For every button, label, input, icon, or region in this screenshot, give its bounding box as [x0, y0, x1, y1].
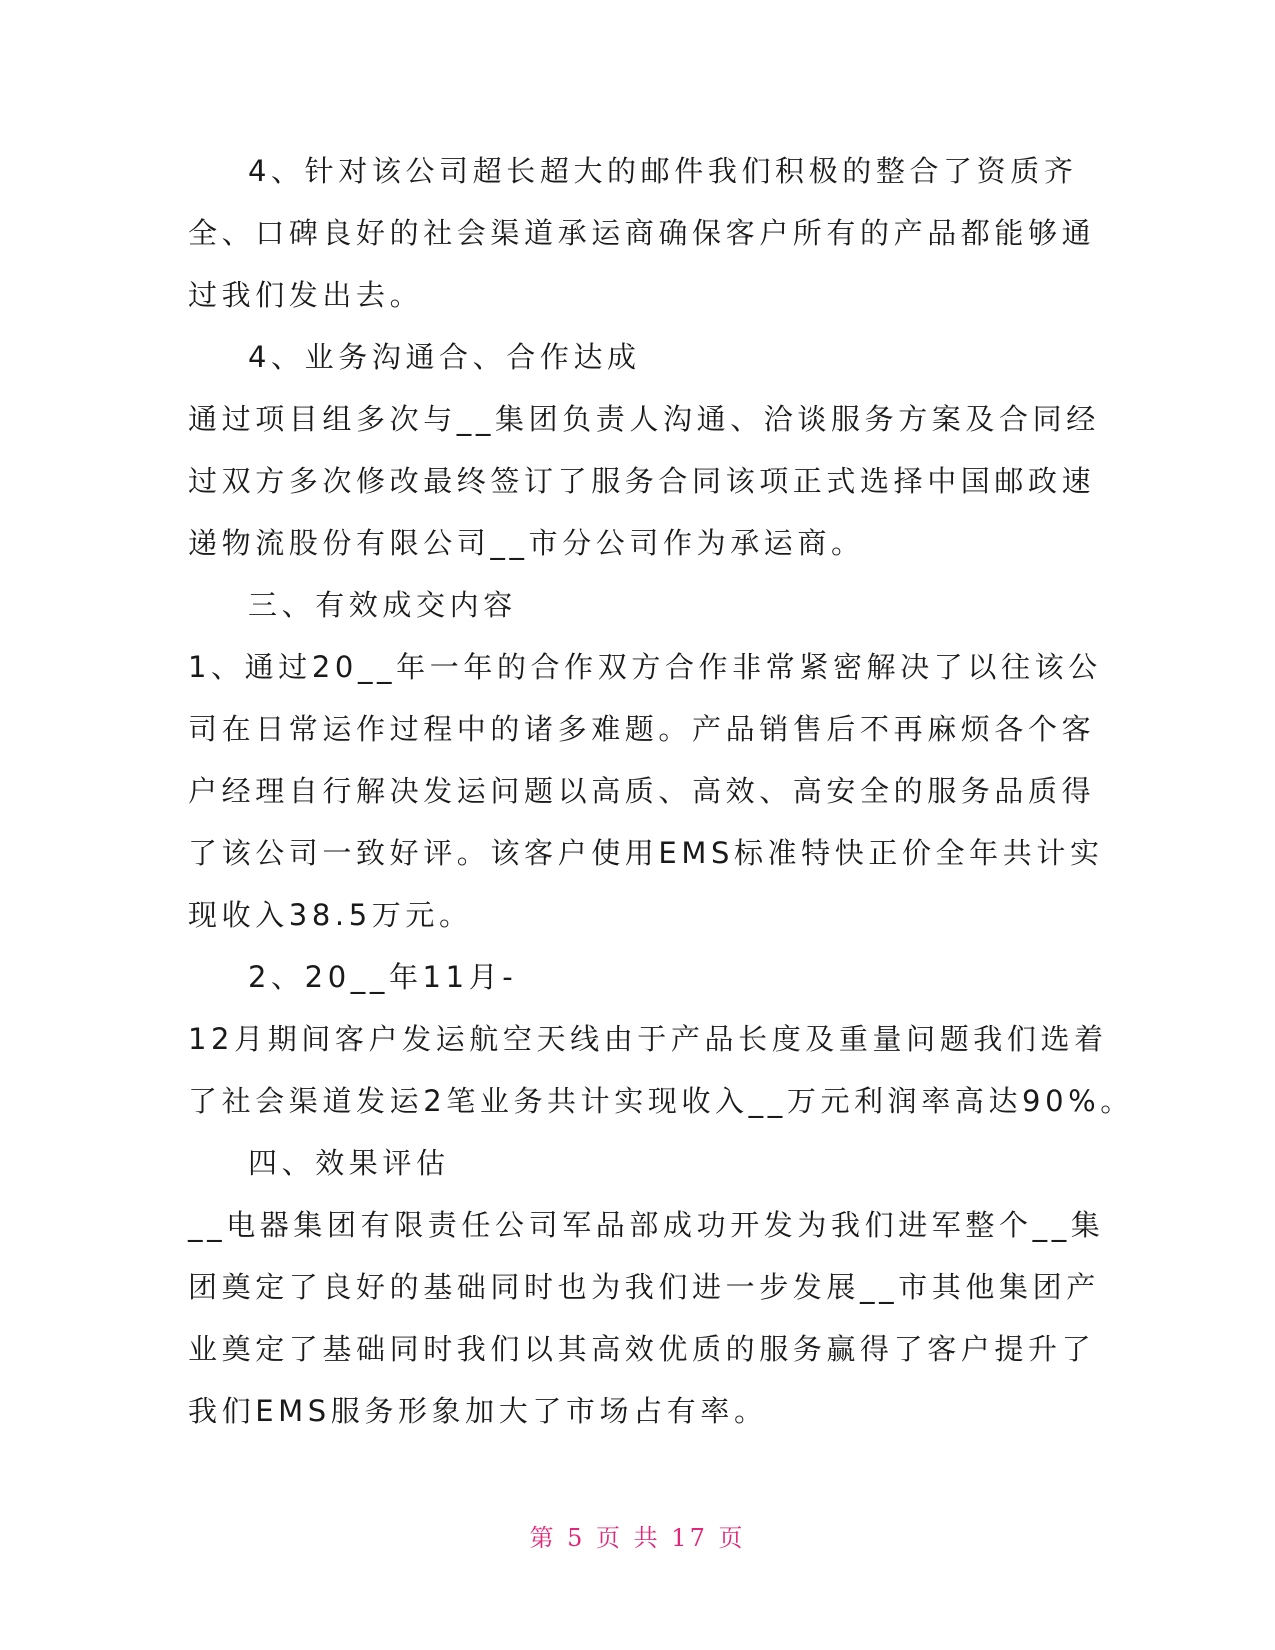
section-heading: 4、业务沟通合、合作达成: [248, 340, 641, 374]
paragraph-line: 我们EMS服务形象加大了市场占有率。: [188, 1394, 768, 1428]
paragraph-line: 司在日常运作过程中的诸多难题。产品销售后不再麻烦各个客: [188, 712, 1096, 746]
paragraph-line: 户经理自行解决发运问题以高质、高效、高安全的服务品质得: [188, 774, 1096, 808]
paragraph-line: 1、通过20__年一年的合作双方合作非常紧密解决了以往该公: [188, 650, 1102, 684]
paragraph-line: 2、20__年11月-: [248, 960, 518, 994]
section-heading: 四、效果评估: [248, 1146, 450, 1180]
paragraph-line: 4、针对该公司超长超大的邮件我们积极的整合了资质齐: [248, 154, 1078, 188]
paragraph-line: 了该公司一致好评。该客户使用EMS标准特快正价全年共计实: [188, 836, 1104, 870]
paragraph-line: 全、口碑良好的社会渠道承运商确保客户所有的产品都能够通: [188, 216, 1096, 250]
paragraph-line: 通过项目组多次与__集团负责人沟通、洽谈服务方案及合同经: [188, 402, 1100, 436]
paragraph-line: 12月期间客户发运航空天线由于产品长度及重量问题我们选着: [188, 1022, 1108, 1056]
section-heading: 三、有效成交内容: [248, 588, 517, 622]
paragraph-line: 递物流股份有限公司__市分公司作为承运商。: [188, 526, 865, 560]
paragraph-line: 过我们发出去。: [188, 278, 424, 312]
paragraph-line: 业奠定了基础同时我们以其高效优质的服务赢得了客户提升了: [188, 1332, 1096, 1366]
paragraph-line: 了社会渠道发运2笔业务共计实现收入__万元利润率高达90%。: [188, 1084, 1134, 1118]
paragraph-line: 过双方多次修改最终签订了服务合同该项正式选择中国邮政速: [188, 464, 1096, 498]
paragraph-line: 团奠定了良好的基础同时也为我们进一步发展__市其他集团产: [188, 1270, 1100, 1304]
paragraph-line: 现收入38.5万元。: [188, 898, 473, 932]
document-body: [188, 140, 1134, 1442]
page-number-footer: 第 5 页 共 17 页: [529, 1524, 746, 1552]
paragraph-line: __电器集团有限责任公司军品部成功开发为我们进军整个__集: [188, 1208, 1105, 1242]
